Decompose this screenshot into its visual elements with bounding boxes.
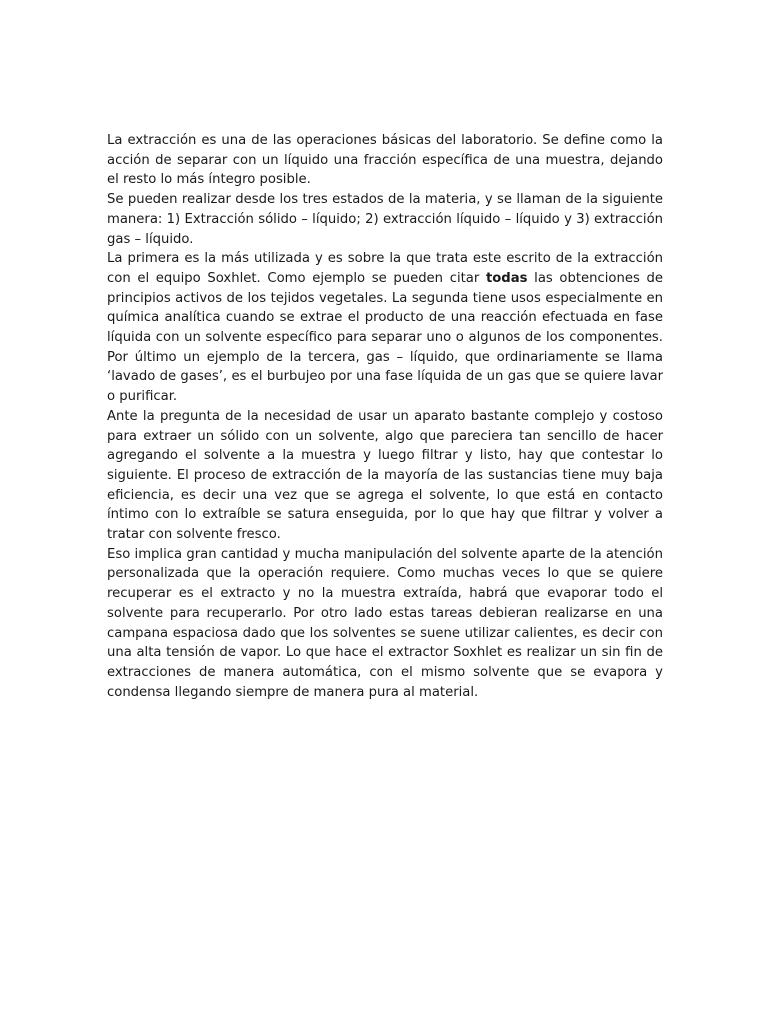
paragraph-examples-text-before: La primera es la más utilizada y es sobre la que trata este escrito de la extracción con el equipo Soxhlet. Como ejemplo se pueden citar [107,251,663,286]
document-body [107,131,663,702]
paragraph-question: Ante la pregunta de la necesidad de usar un aparato bastante complejo y costoso para extraer un sólido con un solvente, algo que pareciera tan sencillo de hacer agregando el solvente a la muestra y luego filtrar y listo, hay que contestar lo siguiente. El proceso de extracción de la mayoría de las sustancias tiene muy baja eficiencia, es decir una vez que se agrega el solvente, lo que está en contacto íntimo con lo extraíble se satura enseguida, por lo que hay que filtrar y volver a tratar con solvente fresco. [107,408,663,543]
paragraph-types: Se pueden realizar desde los tres estados de la materia, y se llaman de la siguiente manera: 1) Extracción sólido – líquido; 2) extracción líquido – líquido y 3) extracción gas – líquido. [107,192,663,247]
paragraph-examples-text-after: las obtenciones de principios activos de los tejidos vegetales. La segunda tiene usos especialmente en química analítica cuando se extrae el producto de una reacción efectuada en fase líquida con un solvente específico para separar uno o algunos de los componentes. Por último un ejemplo de la tercera, gas – líquido, que ordinariamente se llama ‘lavado de gases’, es el burbujeo por una fase líquida de un gas que se quiere lavar o purificar. [107,270,663,405]
paragraph-definition: La extracción es una de las operaciones básicas del laboratorio. Se define como la acción de separar con un líquido una fracción específica de una muestra, dejando el resto lo más íntegro posible. [107,133,663,188]
paragraph-examples [107,249,663,407]
paragraph-examples-bold-word: todas [485,270,528,286]
paragraph-soxhlet: Eso implica gran cantidad y mucha manipulación del solvente aparte de la atención personalizada que la operación requiere. Como muchas veces lo que se quiere recuperar es el extracto y no la muestra extraída, habrá que evaporar todo el solvente para recuperarlo. Por otro lado estas tareas debieran realizarse en una campana espaciosa dado que los solventes se suene utilizar calientes, es decir con una alta tensión de vapor. Lo que hace el extractor Soxhlet es realizar un sin fin de extracciones de manera automática, con el mismo solvente que se evapora y condensa llegando siempre de manera pura al material. [107,546,663,700]
